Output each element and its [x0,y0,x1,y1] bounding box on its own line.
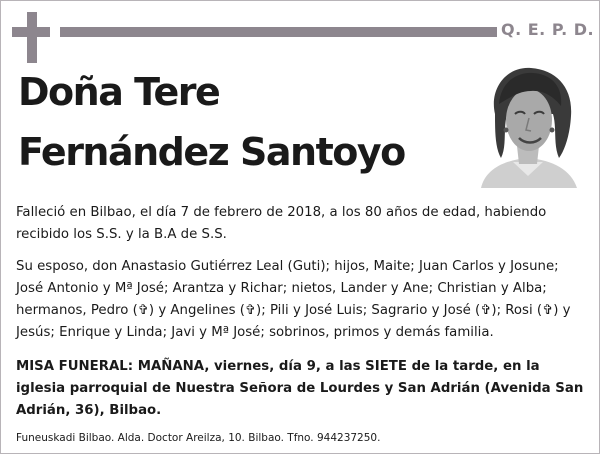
family-list-paragraph: Su esposo, don Anastasio Gutiérrez Leal (Guti); hijos, Maite; Juan Carlos y Josune; José Antonio y Mª José; Arantza y Richar; nietos, Lander y Ane; Christian y Alba; hermanos, Pedro (✞) y Angelines (✞); Pili y José Luis; Sagrario y José (✞); Rosi (✞) y Jesús; Enrique y Linda; Javi y Mª José; sobrinos, primos y demás familia. [16,259,571,340]
deceased-name-line1: Doña Tere [18,70,220,114]
deceased-name-line2: Fernández Santoyo [18,130,405,174]
qepd-label: Q. E. P. D. [501,20,595,39]
funeral-home-footer: Funeuskadi Bilbao. Alda. Doctor Areilza, 10. Bilbao. Tfno. 944237250. [16,432,381,444]
funeral-mass-paragraph: MISA FUNERAL: MAÑANA, viernes, día 9, a las SIETE de la tarde, en la iglesia parroquial de Nuestra Señora de Lourdes y San Adrián (Avenida San Adrián, 36), Bilbao. [16,359,584,418]
header-rule [60,27,497,37]
death-notice-paragraph: Falleció en Bilbao, el día 7 de febrero de 2018, a los 80 años de edad, habiendo recibido los S.S. y la B.A de S.S. [16,205,547,242]
portrait-photo [473,58,583,188]
